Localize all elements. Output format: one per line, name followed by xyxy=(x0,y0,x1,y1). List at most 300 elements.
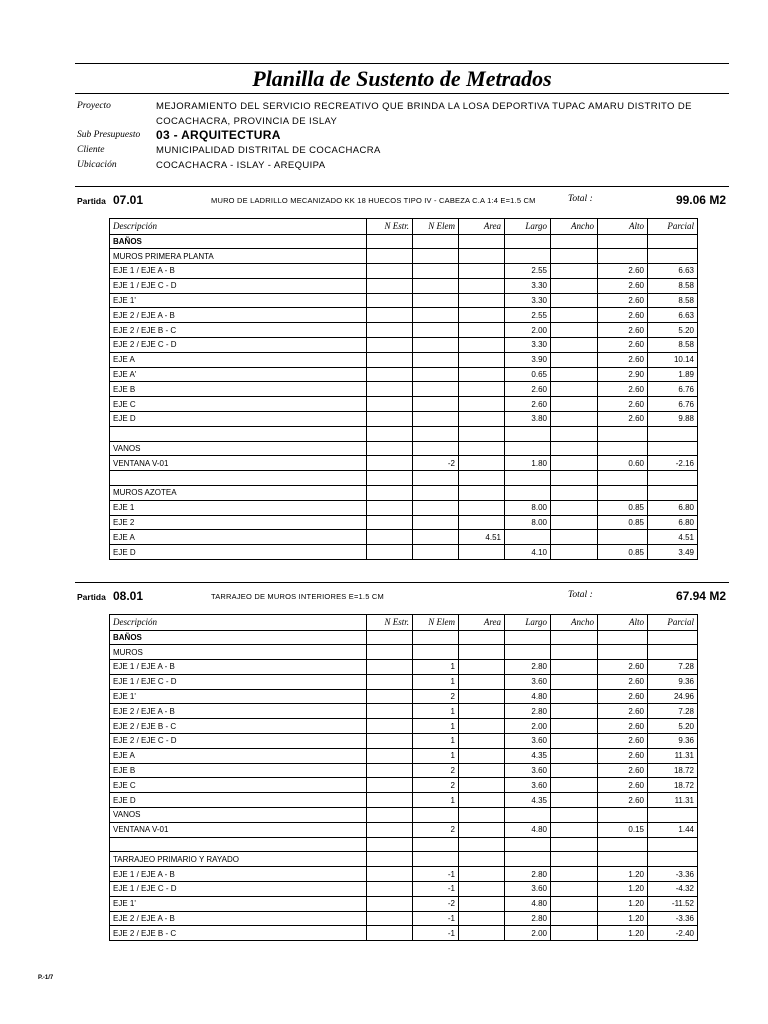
cell-largo: 3.30 xyxy=(505,278,551,293)
cell-largo xyxy=(505,530,551,545)
cell-alto: 2.60 xyxy=(598,338,648,353)
cell-area xyxy=(459,748,505,763)
cell-ancho xyxy=(551,837,598,852)
cell-n-estr xyxy=(367,382,413,397)
cell-largo xyxy=(505,426,551,441)
cell-largo: 8.00 xyxy=(505,500,551,515)
cell-n-estr xyxy=(367,674,413,689)
partida-2-rows xyxy=(110,630,698,941)
cell-ancho xyxy=(551,249,598,264)
col-ancho: Ancho xyxy=(551,615,598,631)
cell-area xyxy=(459,471,505,486)
cell-descripcion: EJE B xyxy=(110,382,367,397)
cell-n-estr xyxy=(367,926,413,941)
cell-alto: 2.60 xyxy=(598,674,648,689)
cell-n-estr xyxy=(367,882,413,897)
cell-area xyxy=(459,338,505,353)
cell-alto: 2.60 xyxy=(598,382,648,397)
cell-alto: 2.60 xyxy=(598,264,648,279)
cell-area xyxy=(459,352,505,367)
partida-2-label: Partida xyxy=(77,592,106,602)
cell-descripcion: EJE 1 / EJE C - D xyxy=(110,278,367,293)
cell-alto: 2.60 xyxy=(598,719,648,734)
cell-n-elem xyxy=(413,486,459,501)
cell-alto: 2.60 xyxy=(598,352,648,367)
cell-alto xyxy=(598,837,648,852)
cell-n-estr xyxy=(367,704,413,719)
cell-ancho xyxy=(551,748,598,763)
cell-ancho xyxy=(551,471,598,486)
cell-area: 4.51 xyxy=(459,530,505,545)
partida-2-table xyxy=(109,614,698,941)
cell-alto xyxy=(598,808,648,823)
cell-parcial: 7.28 xyxy=(648,660,698,675)
cell-area xyxy=(459,441,505,456)
cell-parcial: -3.36 xyxy=(648,867,698,882)
cell-n-estr xyxy=(367,500,413,515)
cell-area xyxy=(459,234,505,249)
cell-area xyxy=(459,293,505,308)
table-row xyxy=(110,486,698,501)
table-row xyxy=(110,778,698,793)
cell-descripcion: EJE 1' xyxy=(110,689,367,704)
table-row xyxy=(110,323,698,338)
cell-n-elem xyxy=(413,264,459,279)
cell-n-elem xyxy=(413,412,459,427)
cell-area xyxy=(459,515,505,530)
table-row xyxy=(110,293,698,308)
cell-largo: 2.55 xyxy=(505,264,551,279)
cell-parcial xyxy=(648,249,698,264)
cell-alto: 2.60 xyxy=(598,278,648,293)
cell-descripcion: EJE A xyxy=(110,352,367,367)
col-descripcion: Descripción xyxy=(110,615,367,631)
cell-parcial: -3.36 xyxy=(648,911,698,926)
cell-area xyxy=(459,689,505,704)
cell-alto: 2.60 xyxy=(598,293,648,308)
cell-n-estr xyxy=(367,630,413,645)
location-label: Ubicación xyxy=(77,160,117,170)
cell-n-estr xyxy=(367,249,413,264)
cell-largo: 2.60 xyxy=(505,382,551,397)
cell-n-elem: 1 xyxy=(413,704,459,719)
cell-parcial: 8.58 xyxy=(648,278,698,293)
cell-parcial: 9.36 xyxy=(648,734,698,749)
project-label: Proyecto xyxy=(77,101,111,111)
col-largo: Largo xyxy=(505,219,551,235)
cell-area xyxy=(459,645,505,660)
cell-ancho xyxy=(551,630,598,645)
cell-n-elem xyxy=(413,515,459,530)
cell-descripcion xyxy=(110,426,367,441)
cell-alto: 0.60 xyxy=(598,456,648,471)
cell-ancho xyxy=(551,234,598,249)
cell-parcial: -2.40 xyxy=(648,926,698,941)
cell-n-elem xyxy=(413,645,459,660)
cell-largo xyxy=(505,645,551,660)
table-row xyxy=(110,674,698,689)
table-row xyxy=(110,264,698,279)
cell-parcial xyxy=(648,441,698,456)
cell-alto: 2.60 xyxy=(598,397,648,412)
cell-alto: 2.60 xyxy=(598,793,648,808)
table-row xyxy=(110,704,698,719)
cell-largo: 2.80 xyxy=(505,660,551,675)
location-value: COCACHACRA - ISLAY - AREQUIPA xyxy=(156,160,326,171)
cell-n-elem xyxy=(413,352,459,367)
cell-area xyxy=(459,882,505,897)
cell-largo: 2.80 xyxy=(505,867,551,882)
cell-n-estr xyxy=(367,808,413,823)
cell-descripcion: VANOS xyxy=(110,808,367,823)
table-row xyxy=(110,500,698,515)
cell-largo xyxy=(505,630,551,645)
cell-descripcion: MUROS xyxy=(110,645,367,660)
cell-area xyxy=(459,382,505,397)
cell-area xyxy=(459,793,505,808)
table-header xyxy=(110,219,698,235)
cell-n-estr xyxy=(367,545,413,560)
cell-ancho xyxy=(551,323,598,338)
cell-n-estr xyxy=(367,234,413,249)
cell-parcial: 24.96 xyxy=(648,689,698,704)
cell-n-estr xyxy=(367,278,413,293)
cell-n-estr xyxy=(367,748,413,763)
partida-1-code: 07.01 xyxy=(113,193,144,207)
cell-descripcion: EJE B xyxy=(110,763,367,778)
cell-area xyxy=(459,926,505,941)
table-row xyxy=(110,545,698,560)
cell-alto: 2.60 xyxy=(598,763,648,778)
cell-ancho xyxy=(551,515,598,530)
cell-n-elem xyxy=(413,808,459,823)
cell-alto: 1.20 xyxy=(598,926,648,941)
cell-n-elem xyxy=(413,397,459,412)
cell-n-estr xyxy=(367,338,413,353)
cell-descripcion: EJE C xyxy=(110,778,367,793)
cell-descripcion: EJE A' xyxy=(110,367,367,382)
cell-n-estr xyxy=(367,308,413,323)
cell-parcial xyxy=(648,837,698,852)
cell-n-elem xyxy=(413,530,459,545)
table-row xyxy=(110,441,698,456)
cell-n-estr xyxy=(367,367,413,382)
table-header xyxy=(110,615,698,631)
client-value: MUNICIPALIDAD DISTRITAL DE COCACHACRA xyxy=(156,145,381,156)
cell-ancho xyxy=(551,763,598,778)
cell-descripcion: EJE 2 / EJE B - C xyxy=(110,323,367,338)
cell-n-estr xyxy=(367,486,413,501)
cell-n-elem: -1 xyxy=(413,911,459,926)
cell-ancho xyxy=(551,545,598,560)
cell-area xyxy=(459,852,505,867)
cell-alto: 2.60 xyxy=(598,734,648,749)
col-alto: Alto xyxy=(598,219,648,235)
cell-area xyxy=(459,500,505,515)
cell-n-elem xyxy=(413,234,459,249)
table-row xyxy=(110,793,698,808)
table-row xyxy=(110,352,698,367)
cell-ancho xyxy=(551,882,598,897)
cell-parcial xyxy=(648,808,698,823)
cell-descripcion: BAÑOS xyxy=(110,630,367,645)
cell-parcial: 7.28 xyxy=(648,704,698,719)
cell-largo: 4.80 xyxy=(505,689,551,704)
cell-n-estr xyxy=(367,264,413,279)
cell-area xyxy=(459,426,505,441)
cell-largo: 4.35 xyxy=(505,793,551,808)
cell-ancho xyxy=(551,486,598,501)
cell-descripcion: VENTANA V-01 xyxy=(110,456,367,471)
cell-n-elem: 1 xyxy=(413,674,459,689)
col-parcial: Parcial xyxy=(648,219,698,235)
partida-1-table xyxy=(109,218,698,560)
cell-descripcion: EJE 2 / EJE A - B xyxy=(110,911,367,926)
cell-area xyxy=(459,674,505,689)
cell-largo: 2.60 xyxy=(505,397,551,412)
cell-descripcion xyxy=(110,837,367,852)
cell-alto xyxy=(598,426,648,441)
cell-parcial: 10.14 xyxy=(648,352,698,367)
cell-largo: 4.80 xyxy=(505,822,551,837)
cell-largo: 4.80 xyxy=(505,896,551,911)
cell-n-elem: 2 xyxy=(413,778,459,793)
table-row xyxy=(110,426,698,441)
cell-descripcion: VANOS xyxy=(110,441,367,456)
cell-largo: 8.00 xyxy=(505,515,551,530)
cell-n-elem xyxy=(413,852,459,867)
cell-alto xyxy=(598,530,648,545)
cell-largo xyxy=(505,234,551,249)
cell-ancho xyxy=(551,382,598,397)
cell-ancho xyxy=(551,852,598,867)
partida-2-description: TARRAJEO DE MUROS INTERIORES E=1.5 CM xyxy=(211,592,384,601)
cell-descripcion: EJE 1 / EJE A - B xyxy=(110,660,367,675)
partida-2-code: 08.01 xyxy=(113,589,144,603)
cell-parcial: 6.76 xyxy=(648,382,698,397)
cell-n-elem xyxy=(413,367,459,382)
cell-descripcion: EJE 2 / EJE C - D xyxy=(110,734,367,749)
cell-alto xyxy=(598,471,648,486)
cell-ancho xyxy=(551,808,598,823)
cell-n-estr xyxy=(367,719,413,734)
cell-n-elem: 1 xyxy=(413,660,459,675)
cell-alto: 2.60 xyxy=(598,689,648,704)
table-row xyxy=(110,852,698,867)
table-row xyxy=(110,911,698,926)
cell-alto: 1.20 xyxy=(598,896,648,911)
cell-n-estr xyxy=(367,456,413,471)
cell-n-elem xyxy=(413,308,459,323)
cell-n-elem xyxy=(413,293,459,308)
cell-ancho xyxy=(551,293,598,308)
cell-alto: 2.60 xyxy=(598,778,648,793)
cell-n-estr xyxy=(367,763,413,778)
cell-descripcion: EJE A xyxy=(110,748,367,763)
cell-ancho xyxy=(551,426,598,441)
cell-n-estr xyxy=(367,778,413,793)
cell-ancho xyxy=(551,308,598,323)
cell-n-elem xyxy=(413,630,459,645)
cell-area xyxy=(459,719,505,734)
subbudget-label: Sub Presupuesto xyxy=(77,130,141,140)
top-rule xyxy=(75,63,729,64)
cell-largo xyxy=(505,852,551,867)
cell-area xyxy=(459,308,505,323)
cell-n-elem xyxy=(413,278,459,293)
cell-n-estr xyxy=(367,734,413,749)
cell-n-elem xyxy=(413,471,459,486)
cell-parcial: 9.36 xyxy=(648,674,698,689)
subbudget-value: 03 - ARQUITECTURA xyxy=(156,128,281,142)
cell-largo: 3.60 xyxy=(505,674,551,689)
partida-1-description: MURO DE LADRILLO MECANIZADO KK 18 HUECOS TIPO IV - CABEZA C.A 1:4 E=1.5 CM xyxy=(211,196,536,205)
table-row xyxy=(110,689,698,704)
cell-n-estr xyxy=(367,426,413,441)
cell-area xyxy=(459,837,505,852)
cell-n-estr xyxy=(367,515,413,530)
cell-ancho xyxy=(551,719,598,734)
cell-ancho xyxy=(551,867,598,882)
cell-descripcion xyxy=(110,471,367,486)
cell-n-estr xyxy=(367,293,413,308)
cell-n-estr xyxy=(367,471,413,486)
cell-descripcion: TARRAJEO PRIMARIO Y RAYADO xyxy=(110,852,367,867)
cell-n-estr xyxy=(367,352,413,367)
cell-largo: 2.00 xyxy=(505,926,551,941)
cell-n-elem xyxy=(413,249,459,264)
cell-largo xyxy=(505,249,551,264)
cell-parcial: 11.31 xyxy=(648,748,698,763)
cell-descripcion: EJE D xyxy=(110,545,367,560)
cell-n-elem xyxy=(413,338,459,353)
cell-descripcion: EJE 2 / EJE B - C xyxy=(110,719,367,734)
cell-ancho xyxy=(551,660,598,675)
table-row xyxy=(110,515,698,530)
partida-2-total: 67.94 M2 xyxy=(675,589,726,603)
title-rule xyxy=(75,93,729,94)
cell-n-elem: 1 xyxy=(413,719,459,734)
cell-descripcion: BAÑOS xyxy=(110,234,367,249)
cell-alto: 1.20 xyxy=(598,882,648,897)
table-row xyxy=(110,882,698,897)
cell-area xyxy=(459,867,505,882)
cell-n-elem: 2 xyxy=(413,822,459,837)
cell-ancho xyxy=(551,264,598,279)
cell-n-estr xyxy=(367,645,413,660)
cell-area xyxy=(459,249,505,264)
table-row xyxy=(110,397,698,412)
table-row xyxy=(110,660,698,675)
cell-alto xyxy=(598,852,648,867)
cell-ancho xyxy=(551,704,598,719)
table-row xyxy=(110,412,698,427)
cell-parcial: 6.63 xyxy=(648,308,698,323)
cell-n-elem: -1 xyxy=(413,882,459,897)
cell-parcial: 3.49 xyxy=(648,545,698,560)
cell-alto: 1.20 xyxy=(598,867,648,882)
cell-largo: 0.65 xyxy=(505,367,551,382)
table-row xyxy=(110,867,698,882)
cell-descripcion: EJE 2 xyxy=(110,515,367,530)
cell-largo: 2.55 xyxy=(505,308,551,323)
cell-descripcion: EJE 1' xyxy=(110,293,367,308)
table-row xyxy=(110,234,698,249)
cell-ancho xyxy=(551,338,598,353)
table-row xyxy=(110,926,698,941)
table-row xyxy=(110,456,698,471)
cell-n-estr xyxy=(367,911,413,926)
cell-parcial: 6.80 xyxy=(648,500,698,515)
cell-n-elem: 2 xyxy=(413,689,459,704)
cell-ancho xyxy=(551,793,598,808)
cell-ancho xyxy=(551,456,598,471)
cell-area xyxy=(459,367,505,382)
cell-ancho xyxy=(551,822,598,837)
cell-ancho xyxy=(551,734,598,749)
col-area: Area xyxy=(459,615,505,631)
cell-alto: 2.60 xyxy=(598,308,648,323)
cell-n-elem xyxy=(413,837,459,852)
table-row xyxy=(110,308,698,323)
cell-alto: 2.60 xyxy=(598,412,648,427)
col-n-elem: N Elem xyxy=(413,615,459,631)
table-row xyxy=(110,734,698,749)
col-largo: Largo xyxy=(505,615,551,631)
cell-ancho xyxy=(551,926,598,941)
cell-parcial: 5.20 xyxy=(648,719,698,734)
cell-ancho xyxy=(551,352,598,367)
table-row xyxy=(110,837,698,852)
cell-parcial: 8.58 xyxy=(648,293,698,308)
cell-n-estr xyxy=(367,896,413,911)
cell-parcial xyxy=(648,645,698,660)
cell-descripcion: VENTANA V-01 xyxy=(110,822,367,837)
cell-largo xyxy=(505,441,551,456)
cell-ancho xyxy=(551,778,598,793)
cell-largo: 3.60 xyxy=(505,763,551,778)
cell-n-estr xyxy=(367,793,413,808)
cell-alto xyxy=(598,441,648,456)
cell-parcial: 11.31 xyxy=(648,793,698,808)
cell-descripcion: EJE 2 / EJE C - D xyxy=(110,338,367,353)
cell-area xyxy=(459,734,505,749)
cell-area xyxy=(459,456,505,471)
col-alto: Alto xyxy=(598,615,648,631)
cell-area xyxy=(459,486,505,501)
cell-ancho xyxy=(551,397,598,412)
cell-n-elem: 1 xyxy=(413,734,459,749)
cell-descripcion: EJE 1 xyxy=(110,500,367,515)
project-line1: MEJORAMIENTO DEL SERVICIO RECREATIVO QUE BRINDA LA LOSA DEPORTIVA TUPAC AMARU DISTRITO DE xyxy=(156,101,692,112)
cell-alto xyxy=(598,645,648,660)
cell-n-estr xyxy=(367,530,413,545)
table-row xyxy=(110,763,698,778)
cell-area xyxy=(459,911,505,926)
table-row xyxy=(110,530,698,545)
cell-descripcion: EJE 1' xyxy=(110,896,367,911)
cell-n-estr xyxy=(367,412,413,427)
col-descripcion: Descripción xyxy=(110,219,367,235)
cell-alto: 0.85 xyxy=(598,500,648,515)
cell-n-estr xyxy=(367,660,413,675)
cell-ancho xyxy=(551,367,598,382)
cell-area xyxy=(459,630,505,645)
cell-parcial: 5.20 xyxy=(648,323,698,338)
cell-area xyxy=(459,778,505,793)
cell-descripcion: EJE 1 / EJE C - D xyxy=(110,882,367,897)
cell-largo xyxy=(505,808,551,823)
